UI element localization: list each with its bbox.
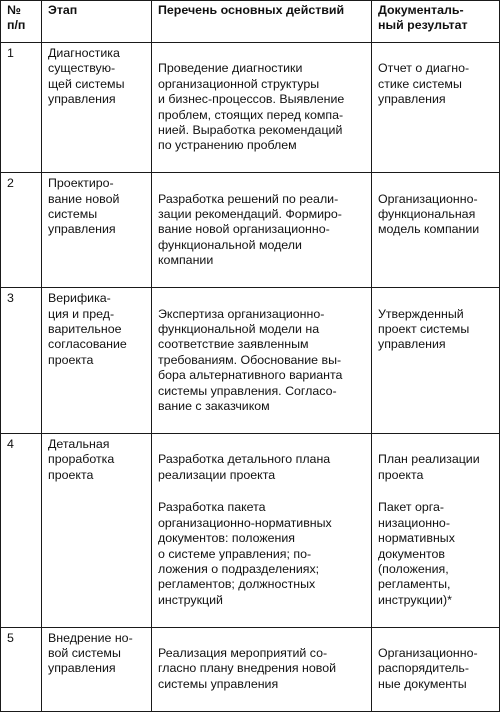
row-number: 4	[1, 433, 42, 627]
table-row	[1, 288, 500, 434]
table-row	[1, 433, 500, 627]
row-number: 2	[1, 173, 42, 288]
actions-cell	[152, 627, 372, 711]
action-text: Разработка детального плана реализации проекта	[158, 452, 331, 482]
table-header-row	[1, 1, 500, 43]
header-actions: Перечень основных действий	[152, 1, 372, 43]
action-text: Разработка решений по реали- зации рекомендаций. Формиро- вание новой организационно- функциональной модели компании	[158, 191, 342, 268]
stage-name: Внедрение но- вой системы управления	[42, 627, 152, 711]
row-number: 5	[1, 627, 42, 711]
row-number: 1	[1, 43, 42, 173]
stage-name: Детальная проработка проекта	[42, 433, 152, 627]
result-cell	[372, 627, 500, 711]
table-row	[1, 173, 500, 288]
stage-name: Проектиро- вание новой системы управления	[42, 173, 152, 288]
stage-name: Диагностика существую- щей системы управления	[42, 43, 152, 173]
action-text: Проведение диагностики организационной структуры и бизнес-процессов. Выявление проблем, стоящих перед компа- нией. Выработка рекомендаций по устранению проблем	[158, 61, 345, 153]
result-cell	[372, 43, 500, 173]
result-text: Организационно- функциональная модель компании	[378, 191, 480, 237]
result-text: План реализации проекта	[378, 452, 480, 482]
result-cell	[372, 288, 500, 434]
result-text: Отчет о диагно- стике системы управления	[378, 61, 470, 107]
row-number: 3	[1, 288, 42, 434]
action-text: Реализация мероприятий со- гласно плану внедрения новой системы управления	[158, 646, 337, 691]
header-number: № п/п	[1, 1, 42, 43]
result-cell	[372, 173, 500, 288]
result-text: Утвержденный проект системы управления	[378, 306, 470, 352]
table-row	[1, 627, 500, 711]
result-cell	[372, 433, 500, 627]
actions-cell	[152, 433, 372, 627]
header-result: Документаль- ный результат	[372, 1, 500, 43]
action-text: Разработка пакета организационно-нормативных документов: положения о системе управления; по- ложения о подразделениях; регламентов; должностных инструкций	[158, 500, 332, 607]
actions-cell	[152, 288, 372, 434]
action-text: Экспертиза организационно- функциональной модели на соответствие заявленным требованиям. Обоснование вы- бора альтернативного варианта системы управления. Согласо- вание с заказчиком	[158, 306, 343, 413]
stage-name: Верифика- ция и пред- варительное согласование проекта	[42, 288, 152, 434]
table-row	[1, 43, 500, 173]
result-text: Пакет орга- низационно- нормативных документов (положения, регламенты, инструкции)*	[378, 500, 455, 607]
actions-cell	[152, 173, 372, 288]
result-text: Организационно- распорядитель- ные документы	[378, 646, 478, 691]
actions-cell	[152, 43, 372, 173]
header-stage: Этап	[42, 1, 152, 43]
